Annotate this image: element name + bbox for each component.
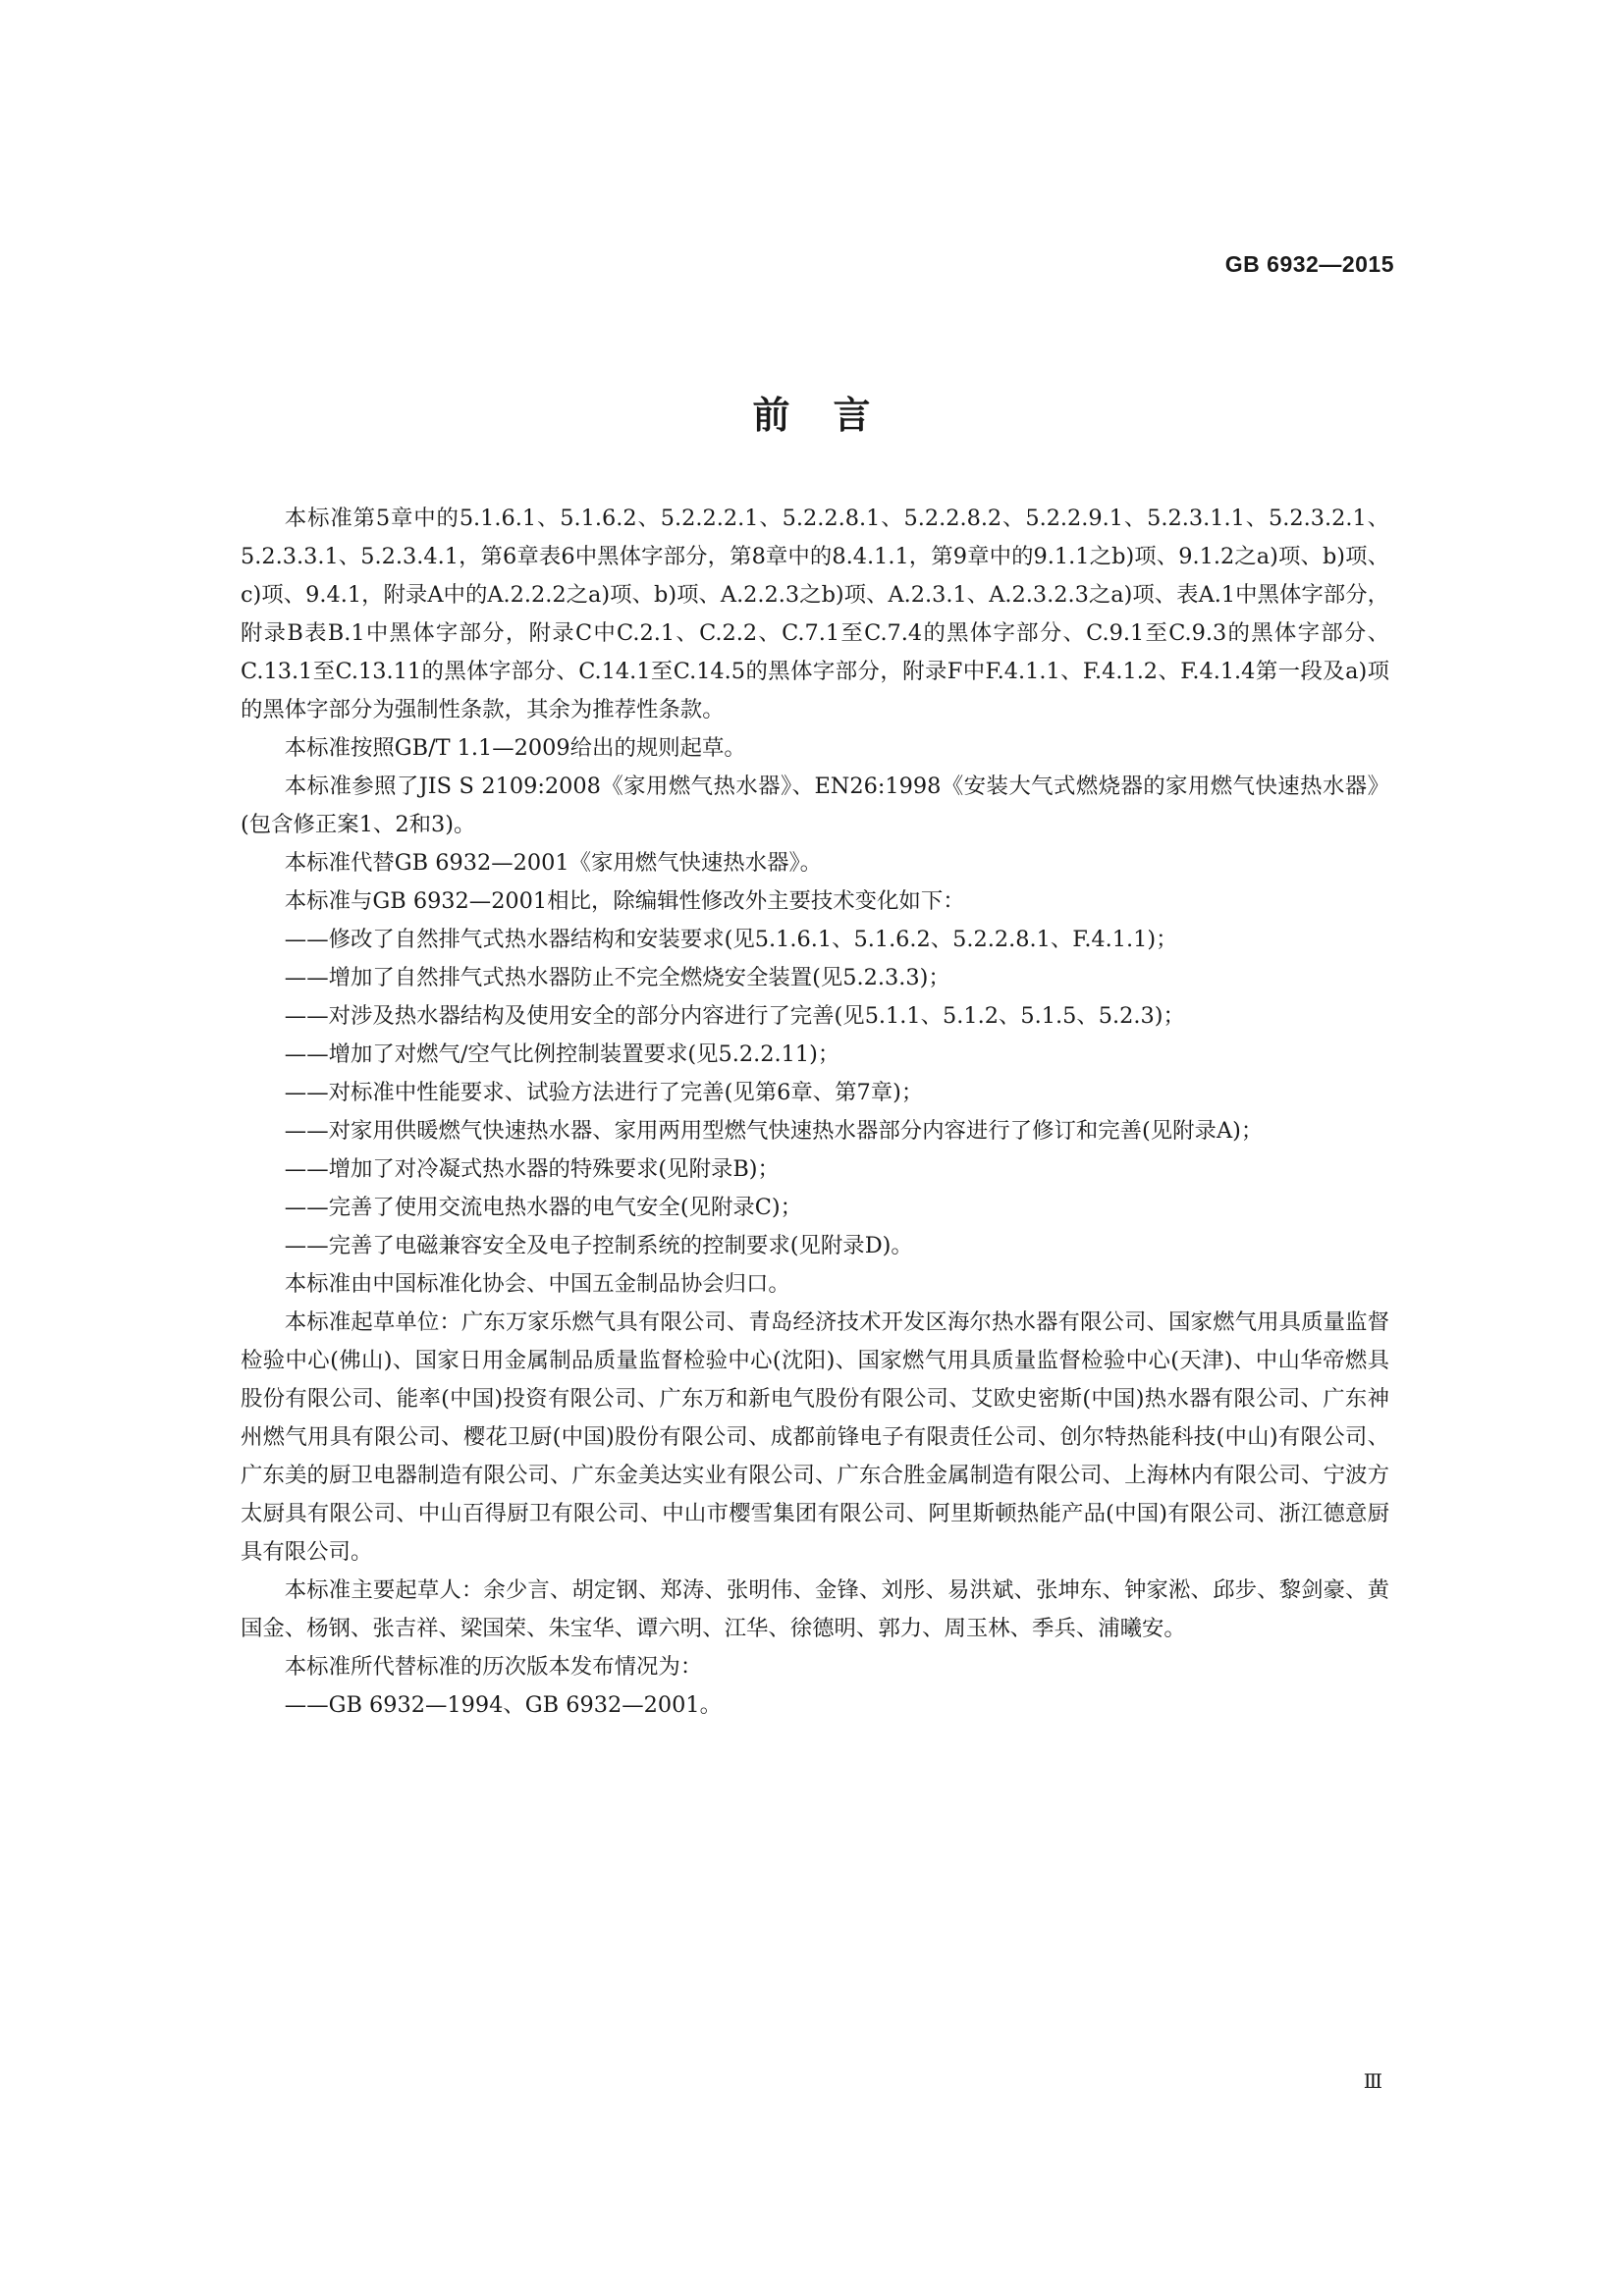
page-number: Ⅲ bbox=[1363, 2069, 1382, 2093]
change-item: ——对标准中性能要求、试验方法进行了完善(见第6章、第7章)； bbox=[284, 1080, 924, 1105]
change-item: ——增加了自然排气式热水器防止不完全燃烧安全装置(见5.2.3.3)； bbox=[284, 965, 950, 990]
page-title: 前言 bbox=[752, 394, 914, 437]
paragraph-administration: 本标准由中国标准化协会、中国五金制品协会归口。 bbox=[284, 1271, 790, 1297]
paragraph-references: 本标准参照了JIS S 2109:2008《家用燃气热水器》、EN26:1998《安装大气式燃烧器的家用燃气快速热水器》(包含修正案1、2和3)。 bbox=[241, 774, 1389, 837]
standard-code: GB 6932—2015 bbox=[1224, 251, 1394, 277]
paragraph-drafters: 本标准主要起草人：余少言、胡定钢、郑涛、张明伟、金锋、刘彤、易洪斌、张坤东、钟家淞、邱步、黎剑豪、黄国金、杨钢、张吉祥、梁国荣、朱宝华、谭六明、江华、徐德明、郭力、周玉林、季兵、浦曦安。 bbox=[241, 1577, 1389, 1641]
change-item: ——完善了电磁兼容安全及电子控制系统的控制要求(见附录D)。 bbox=[284, 1233, 913, 1258]
paragraph-mandatory-clauses: 本标准第5章中的5.1.6.1、5.1.6.2、5.2.2.2.1、5.2.2.8.1、5.2.2.8.2、5.2.2.9.1、5.2.3.1.1、5.2.3.2.1、5.2.3.3.1、5.2.3.4.1，第6章表6中黑体字部分，第8章中的8.4.1.1，第9章中的9.1.1之b)项、9.1.2之a)项、b)项、c)项、9.4.1，附录A中的A.2.2.2之a)项、b)项、A.2.2.3之b)项、A.2.3.1、A.2.3.2.3之a)项、表A.1中黑体字部分，附录B表B.1中黑体字部分，附录C中C.2.1、C.2.2、C.7.1至C.7.4的黑体字部分、C.9.1至C.9.3的黑体字部分、C.13.1至C.13.11的黑体字部分、C.14.1至C.14.5的黑体字部分，附录F中F.4.1.1、F.4.1.2、F.4.1.4第一段及a)项的黑体字部分为强制性条款，其余为推荐性条款。 bbox=[241, 506, 1389, 722]
foreword-body bbox=[241, 500, 1389, 1725]
change-item: ——完善了使用交流电热水器的电气安全(见附录C)； bbox=[284, 1195, 802, 1220]
paragraph-drafting-units: 本标准起草单位：广东万家乐燃气具有限公司、青岛经济技术开发区海尔热水器有限公司、国家燃气用具质量监督检验中心(佛山)、国家日用金属制品质量监督检验中心(沈阳)、国家燃气用具质量监督检验中心(天津)、中山华帝燃具股份有限公司、能率(中国)投资有限公司、广东万和新电气股份有限公司、艾欧史密斯(中国)热水器有限公司、广东神州燃气用具有限公司、樱花卫厨(中国)股份有限公司、成都前锋电子有限责任公司、创尔特热能科技(中山)有限公司、广东美的厨卫电器制造有限公司、广东金美达实业有限公司、广东合胜金属制造有限公司、上海林内有限公司、宁波方太厨具有限公司、中山百得厨卫有限公司、中山市樱雪集团有限公司、阿里斯顿热能产品(中国)有限公司、浙江德意厨具有限公司。 bbox=[241, 1309, 1389, 1565]
change-item: ——增加了对燃气/空气比例控制装置要求(见5.2.2.11)； bbox=[284, 1041, 840, 1067]
change-item: ——修改了自然排气式热水器结构和安装要求(见5.1.6.1、5.1.6.2、5.2.2.8.1、F.4.1.1)； bbox=[284, 927, 1178, 952]
change-item: ——对涉及热水器结构及使用安全的部分内容进行了完善(见5.1.1、5.1.2、5.1.5、5.2.3)； bbox=[284, 1003, 1185, 1029]
previous-editions-item: ——GB 6932—1994、GB 6932—2001。 bbox=[284, 1692, 722, 1718]
paragraph-changes-intro: 本标准与GB 6932—2001相比，除编辑性修改外主要技术变化如下： bbox=[284, 888, 965, 914]
paragraph-previous-editions-intro: 本标准所代替标准的历次版本发布情况为： bbox=[284, 1654, 703, 1680]
change-item: ——增加了对冷凝式热水器的特殊要求(见附录B)； bbox=[284, 1156, 780, 1182]
paragraph-drafting-rules: 本标准按照GB/T 1.1—2009给出的规则起草。 bbox=[284, 735, 746, 761]
paragraph-replaces: 本标准代替GB 6932—2001《家用燃气快速热水器》。 bbox=[284, 850, 823, 876]
change-item: ——对家用供暖燃气快速热水器、家用两用型燃气快速热水器部分内容进行了修订和完善(见附录A)； bbox=[284, 1118, 1264, 1144]
